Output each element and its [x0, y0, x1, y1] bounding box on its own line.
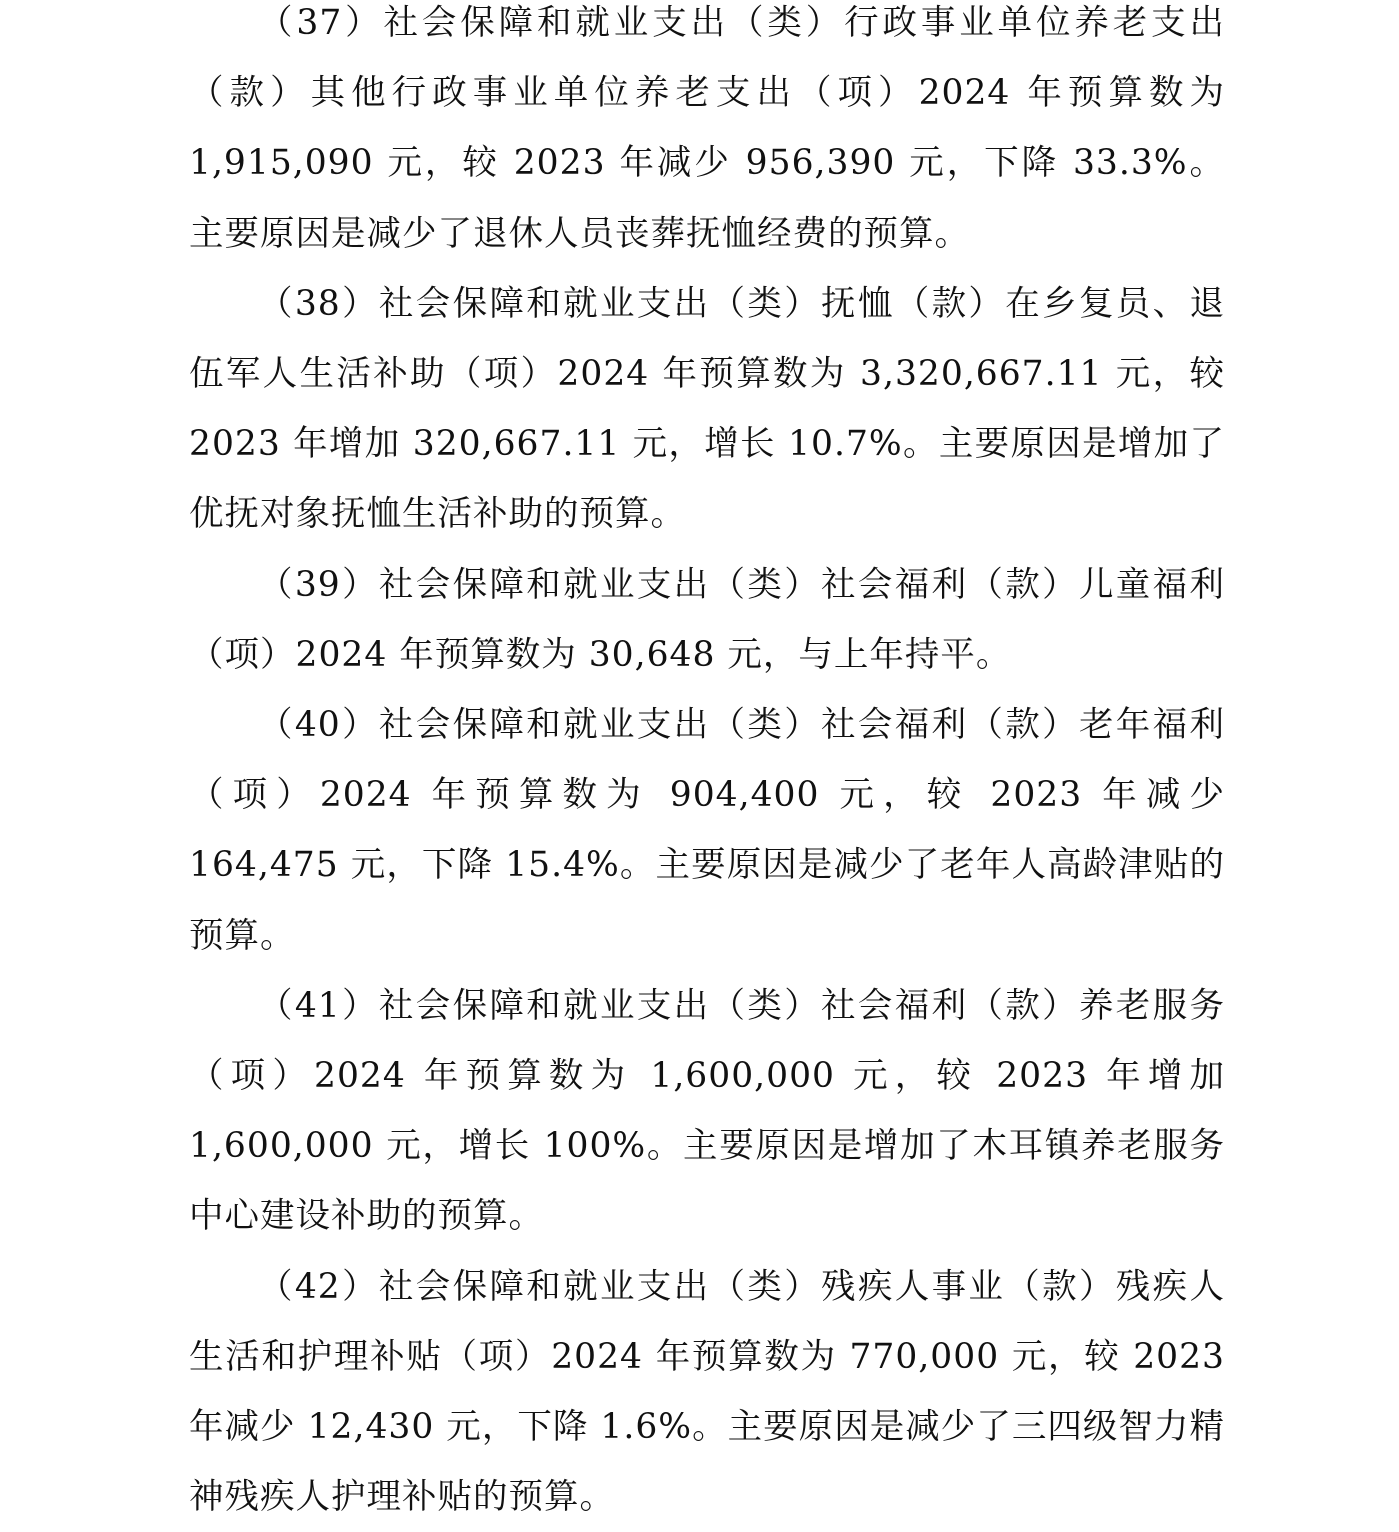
- paragraph-item-39: （39）社会保障和就业支出（类）社会福利（款）儿童福利（项）2024 年预算数为 30,648 元，与上年持平。: [189, 564, 1225, 675]
- paragraph-item-42: （42）社会保障和就业支出（类）残疾人事业（款）残疾人生活和护理补贴（项）2024 年预算数为 770,000 元，较 2023 年减少 12,430 元，下降 1.6%。主要原因是减少了三四级智力精神残疾人护理补贴的预算。: [189, 1266, 1225, 1518]
- paragraph-item-40: （40）社会保障和就业支出（类）社会福利（款）老年福利（项）2024 年预算数为 904,400 元，较 2023 年减少 164,475 元，下降 15.4%。主要原因是减少了老年人高龄津贴的预算。: [189, 705, 1225, 956]
- document-page: [189, 0, 1225, 1532]
- paragraph-item-37: （37）社会保障和就业支出（类）行政事业单位养老支出（款）其他行政事业单位养老支出（项）2024 年预算数为 1,915,090 元，较 2023 年减少 956,390 元，下降 33.3%。主要原因是减少了退休人员丧葬抚恤经费的预算。: [189, 3, 1225, 254]
- paragraph-item-41: （41）社会保障和就业支出（类）社会福利（款）养老服务（项）2024 年预算数为 1,600,000 元，较 2023 年增加 1,600,000 元，增长 100%。主要原因是增加了木耳镇养老服务中心建设补助的预算。: [189, 985, 1225, 1237]
- paragraph-item-38: （38）社会保障和就业支出（类）抚恤（款）在乡复员、退伍军人生活补助（项）2024 年预算数为 3,320,667.11 元，较 2023 年增加 320,667.11 元，增长 10.7%。主要原因是增加了优抚对象抚恤生活补助的预算。: [189, 283, 1225, 535]
